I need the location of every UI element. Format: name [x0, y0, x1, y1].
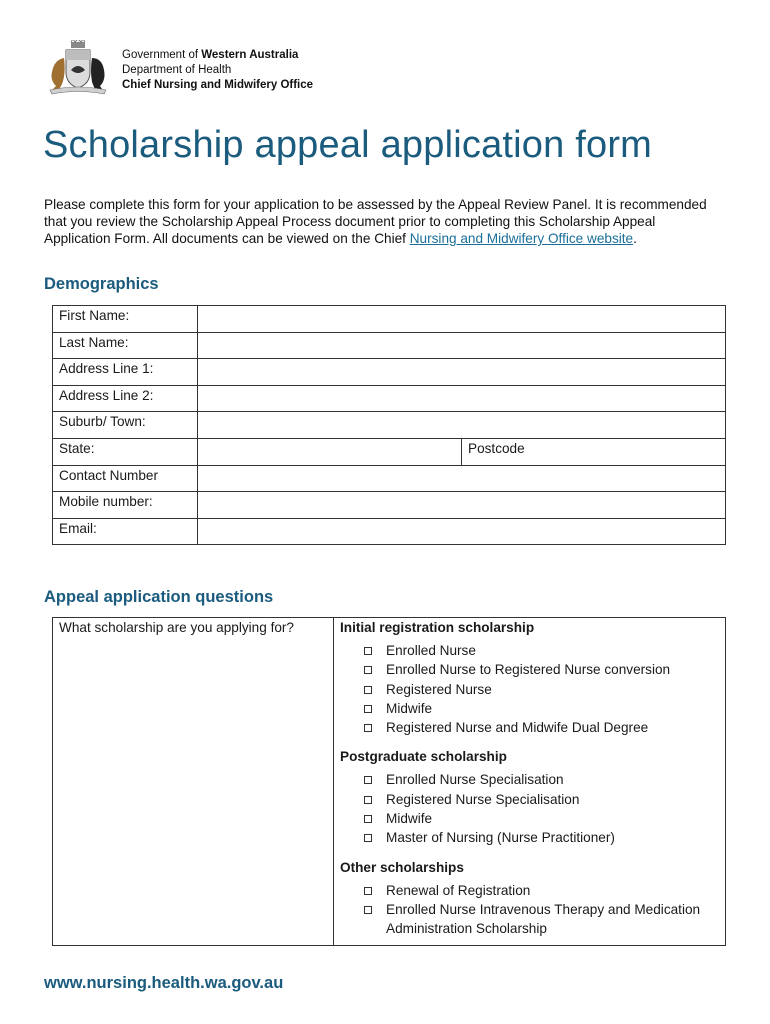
option-label: Midwife	[386, 811, 433, 827]
department-line: Department of Health	[122, 64, 232, 76]
state-label: State:	[53, 438, 198, 465]
group-title-other: Other scholarships	[340, 859, 464, 875]
option-midwife[interactable]	[362, 699, 719, 718]
initial-options-list	[340, 641, 719, 737]
suburb-field[interactable]	[198, 412, 726, 439]
demographics-table	[52, 305, 726, 545]
appeal-questions-table	[52, 617, 726, 946]
email-field[interactable]	[198, 518, 726, 545]
suburb-label: Suburb/ Town:	[53, 412, 198, 439]
table-row	[53, 385, 726, 412]
checkbox-icon[interactable]	[364, 666, 372, 674]
email-label: Email:	[53, 518, 198, 545]
intro-paragraph	[44, 196, 724, 247]
table-row	[53, 412, 726, 439]
option-pg-midwife[interactable]	[362, 809, 719, 828]
option-enrolled-nurse[interactable]	[362, 641, 719, 660]
option-label: Enrolled Nurse	[386, 643, 476, 658]
table-row	[53, 618, 726, 946]
option-label: Registered Nurse	[386, 681, 492, 697]
page-title: Scholarship appeal application form	[43, 124, 653, 166]
postcode-label: Postcode	[468, 440, 525, 456]
option-label: Master of Nursing (Nurse Practitioner)	[386, 830, 615, 846]
table-row	[53, 438, 726, 465]
table-row	[53, 465, 726, 492]
government-line	[122, 48, 313, 63]
header	[44, 40, 313, 96]
address-line-2-field[interactable]	[198, 385, 726, 412]
footer-website[interactable]: www.nursing.health.wa.gov.au	[44, 974, 284, 992]
mobile-number-field[interactable]	[198, 492, 726, 519]
postcode-field[interactable]	[462, 438, 726, 465]
table-row	[53, 359, 726, 386]
option-label: Renewal of Registration	[386, 882, 531, 898]
address-line-2-label: Address Line 2:	[53, 385, 198, 412]
checkbox-icon[interactable]	[364, 906, 372, 914]
option-rn-specialisation[interactable]	[362, 790, 719, 809]
option-label: Midwife	[386, 700, 433, 716]
other-options-list	[340, 881, 719, 939]
scholarship-question: What scholarship are you applying for?	[53, 618, 334, 946]
address-line-1-field[interactable]	[198, 359, 726, 386]
state-field[interactable]	[198, 438, 462, 465]
option-en-specialisation[interactable]	[362, 770, 719, 789]
checkbox-icon[interactable]	[364, 834, 372, 842]
postgraduate-options-list	[340, 770, 719, 847]
option-registered-nurse[interactable]	[362, 680, 719, 699]
checkbox-icon[interactable]	[364, 887, 372, 895]
intro-end: .	[633, 231, 637, 246]
checkbox-icon[interactable]	[364, 815, 372, 823]
group-title-postgraduate: Postgraduate scholarship	[340, 749, 507, 765]
option-renewal-of-registration[interactable]	[362, 881, 719, 900]
last-name-label: Last Name:	[53, 332, 198, 359]
scholarship-options-cell	[334, 618, 726, 946]
coat-of-arms-icon	[44, 40, 112, 96]
government-prefix: Government of	[122, 49, 202, 61]
cnmo-website-link[interactable]: Nursing and Midwifery Office website	[409, 231, 634, 246]
checkbox-icon[interactable]	[364, 776, 372, 784]
table-row	[53, 332, 726, 359]
mobile-number-label: Mobile number:	[53, 492, 198, 519]
checkbox-icon[interactable]	[364, 686, 372, 694]
option-dual-degree[interactable]	[362, 718, 719, 737]
table-row	[53, 492, 726, 519]
checkbox-icon[interactable]	[364, 724, 372, 732]
demographics-heading: Demographics	[44, 275, 159, 293]
last-name-field[interactable]	[198, 332, 726, 359]
group-title-initial: Initial registration scholarship	[340, 620, 535, 635]
option-label: Registered Nurse Specialisation	[386, 791, 580, 807]
option-en-to-rn-conversion[interactable]	[362, 660, 719, 679]
table-row	[53, 518, 726, 545]
table-row	[53, 306, 726, 333]
intro-text: Please complete this form for your application to be assessed by the Appeal Review Panel. It is recommended that you review the Scholarship Appeal Process document prior to completing this Scholarship Appeal Application Form. All documents can be viewed on the Chief	[44, 197, 707, 246]
first-name-label: First Name:	[53, 306, 198, 333]
appeal-questions-heading: Appeal application questions	[44, 588, 274, 606]
checkbox-icon[interactable]	[364, 705, 372, 713]
option-label: Enrolled Nurse to Registered Nurse conversion	[386, 662, 671, 678]
contact-number-label: Contact Number	[53, 465, 198, 492]
office-line: Chief Nursing and Midwifery Office	[122, 79, 314, 91]
checkbox-icon[interactable]	[364, 647, 372, 655]
option-label: Enrolled Nurse Specialisation	[386, 772, 564, 788]
contact-number-field[interactable]	[198, 465, 726, 492]
option-en-iv-therapy[interactable]	[362, 900, 719, 939]
organisation-block	[122, 48, 313, 93]
option-label: Registered Nurse and Midwife Dual Degree	[386, 720, 649, 736]
option-master-of-nursing[interactable]	[362, 828, 719, 847]
first-name-field[interactable]	[198, 306, 726, 333]
government-state: Western Australia	[201, 49, 299, 61]
option-label: Enrolled Nurse Intravenous Therapy and Medication Administration Scholarship	[386, 901, 701, 937]
address-line-1-label: Address Line 1:	[53, 359, 198, 386]
checkbox-icon[interactable]	[364, 796, 372, 804]
